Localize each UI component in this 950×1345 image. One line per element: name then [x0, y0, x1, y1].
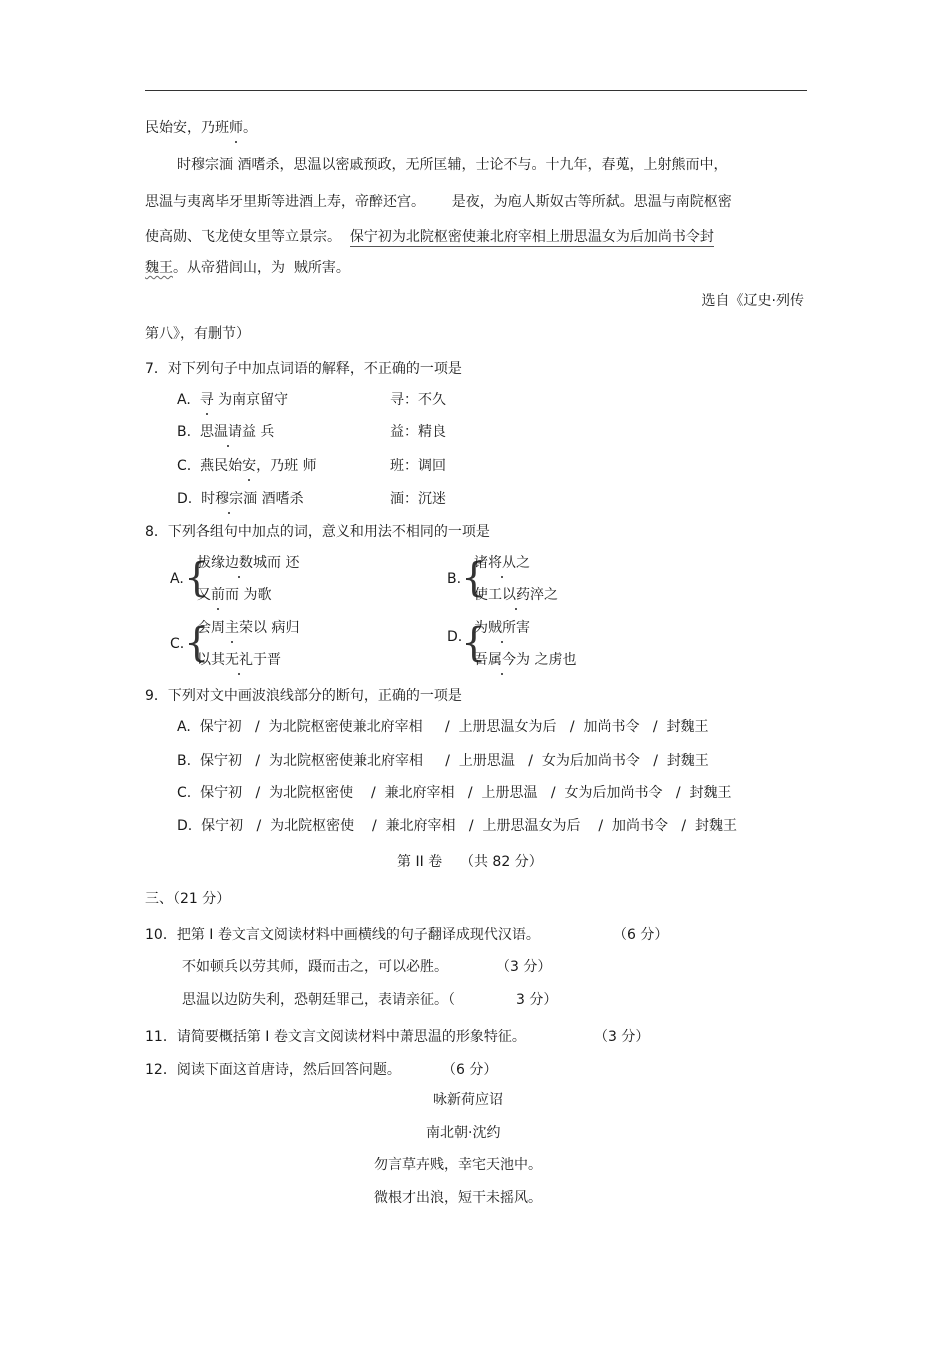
passage-line-5: 魏王。从帝猎闾山，为 贼所害。 [145, 260, 350, 276]
q8-b-line1: 诸将从之 [474, 555, 530, 571]
q8-label-a: A. [170, 571, 184, 587]
q8-stem: 8．下列各组句中加点的词，意义和用法不相同的一项是 [145, 524, 490, 540]
brace-d: { [461, 620, 487, 666]
passage-line-3: 思温与夷离毕牙里斯等进酒上寿，帝醉还宫。 是夜，为庖人斯奴古等所弑。思温与南院枢密 [145, 194, 732, 210]
q7-option-b: B. 思温请益 兵 [177, 424, 275, 440]
q11-score: （3 分） [594, 1029, 650, 1045]
q7-option-d: D. 时穆宗湎 酒嗜杀 [177, 491, 304, 507]
q8-c-line1: 会周主荣以 病归 [197, 620, 300, 636]
q8-c-line2: 以其无礼于晋 [197, 652, 281, 668]
q8-a-line1: 拔缘边数城而 还 [197, 555, 300, 571]
q8-label-d: D. [447, 629, 463, 645]
q10-sentence-1: 不如顿兵以劳其师，蹑而击之，可以必胜。 [182, 959, 448, 975]
q8-b-line2: 使工以药淬之 [474, 587, 558, 603]
brace-b: { [461, 555, 487, 601]
section-3-heading: 三、（21 分） [145, 891, 231, 907]
q10-sentence-1-score: （3 分） [496, 959, 552, 975]
passage-line-1: 民始安，乃班师。 [145, 120, 257, 136]
underlined-sentence: 保宁初为北院枢密使兼北府宰相上册思温女为后加尚书令封 [349, 229, 714, 245]
q8-a-line2: 又前而 为歌 [197, 587, 272, 603]
q12-score: （6 分） [442, 1062, 498, 1078]
part2-heading: 第 II 卷 （共 82 分） [397, 854, 543, 870]
q10-score: （6 分） [613, 927, 669, 943]
q9-option-c: C. 保宁初 / 为北院枢密使 / 兼北府宰相 / 上册思温 / 女为后加尚书令 / 封魏王 [177, 785, 732, 801]
poem-line-1: 勿言草卉贱，幸宅天池中。 [374, 1157, 542, 1173]
q12-stem: 12．阅读下面这首唐诗，然后回答问题。 [145, 1062, 401, 1078]
q11-stem: 11．请简要概括第 I 卷文言文阅读材料中萧思温的形象特征。 [145, 1029, 526, 1045]
poem-line-2: 微根才出浪，短干未摇风。 [374, 1190, 542, 1206]
brace-a: { [184, 555, 210, 601]
brace-c: { [184, 620, 210, 666]
poem-title: 咏新荷应诏 [433, 1092, 503, 1108]
source-line-1: 选自《辽史·列传 [701, 293, 804, 309]
q9-option-d: D. 保宁初 / 为北院枢密使 / 兼北府宰相 / 上册思温女为后 / 加尚书令 / 封魏王 [177, 818, 737, 834]
q10-stem: 10．把第 I 卷文言文阅读材料中画横线的句子翻译成现代汉语。 [145, 927, 540, 943]
q8-d-line2: 吾属今为 之虏也 [474, 652, 577, 668]
passage-line-4: 使高勋、飞龙使女里等立景宗。 保宁初为北院枢密使兼北府宰相上册思温女为后加尚书令封 [145, 229, 714, 245]
q10-sentence-2: 思温以边防失利，恐朝廷罪己，表请亲征。（ [182, 992, 455, 1008]
q7-gloss-d: 湎：沉迷 [390, 491, 446, 507]
q9-stem: 9．下列对文中画波浪线部分的断句，正确的一项是 [145, 688, 462, 704]
poem-author: 南北朝·沈约 [426, 1125, 501, 1141]
q7-gloss-b: 益：精良 [390, 424, 446, 440]
q10-sentence-2-score: 3 分） [516, 992, 558, 1008]
q9-option-b: B. 保宁初 / 为北院枢密使兼北府宰相 / 上册思温 / 女为后加尚书令 / 封魏王 [177, 753, 709, 769]
header-rule [145, 90, 807, 91]
q8-label-b: B. [447, 571, 462, 587]
passage-line-2: 时穆宗湎 酒嗜杀，思温以密戚预政，无所匡辅，士论不与。十九年，春蒐，上射熊而中， [177, 157, 728, 173]
q8-d-line1: 为贼所害 [474, 620, 530, 636]
q7-gloss-a: 寻：不久 [390, 392, 446, 408]
q7-stem: 7．对下列句子中加点词语的解释，不正确的一项是 [145, 361, 462, 377]
q9-option-a: A. 保宁初 / 为北院枢密使兼北府宰相 / 上册思温女为后 / 加尚书令 / 封魏王 [177, 719, 709, 735]
q7-gloss-c: 班：调回 [390, 458, 446, 474]
q7-option-a: A. 寻 为南京留守 [177, 392, 289, 408]
q7-option-c: C. 燕民始安，乃班 师 [177, 458, 317, 474]
source-line-2: 第八》，有删节） [145, 326, 250, 342]
wavy-text: 魏王 [145, 260, 173, 276]
q8-label-c: C. [170, 636, 185, 652]
